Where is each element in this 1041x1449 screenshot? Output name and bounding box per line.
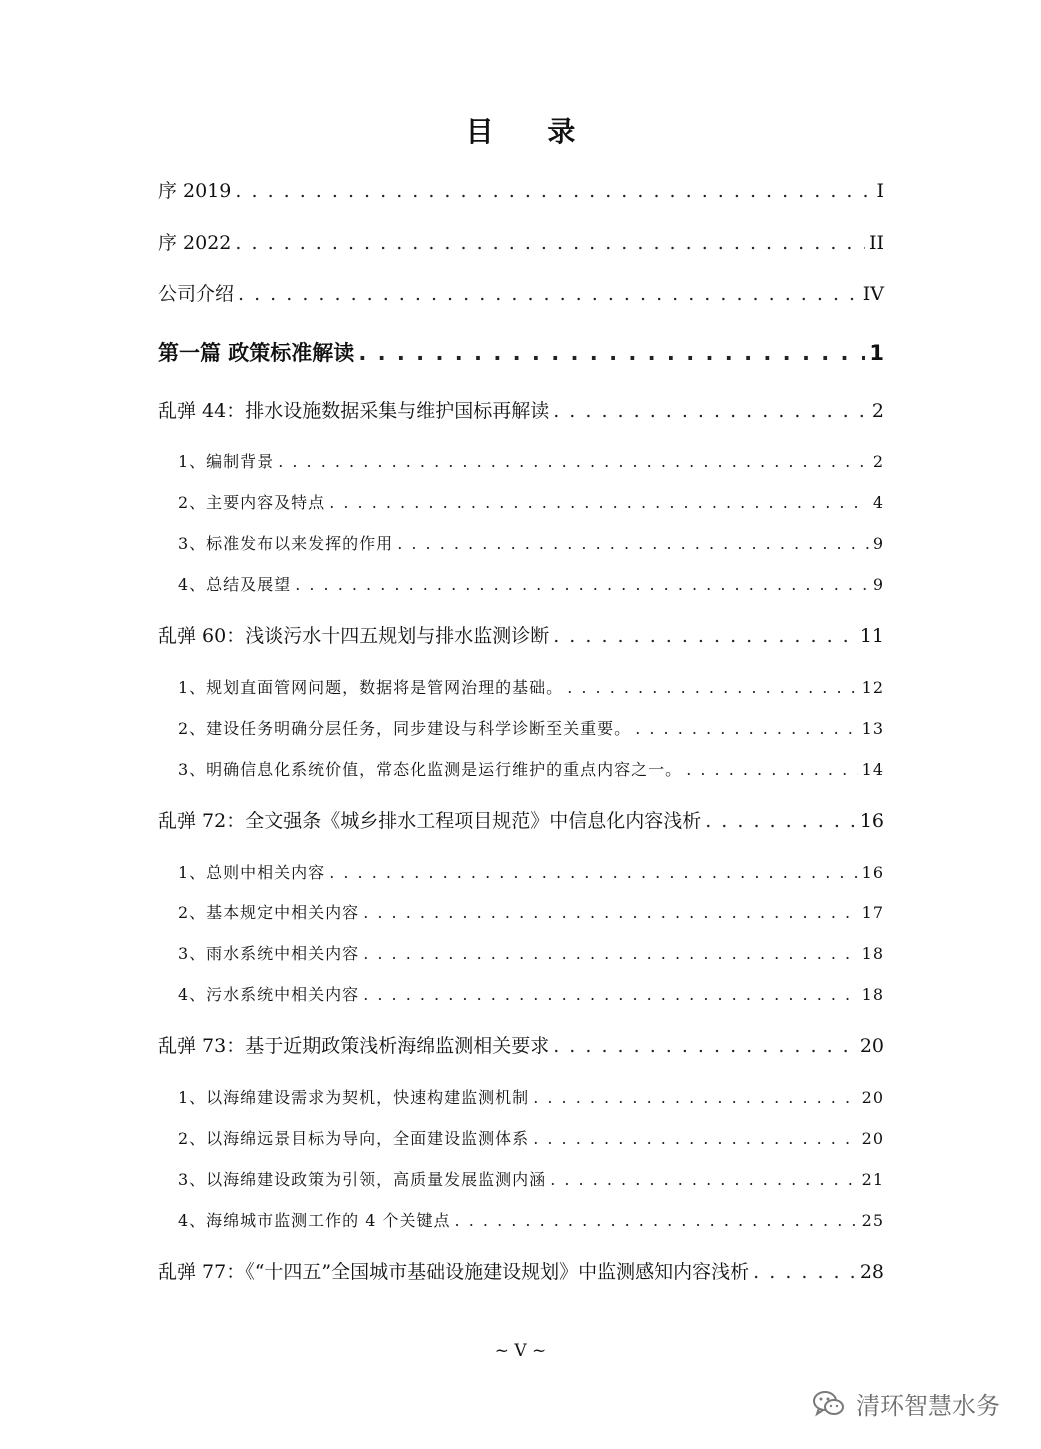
toc-entry-page: 9 bbox=[872, 534, 884, 553]
toc-entry-label: 序 2022 bbox=[158, 232, 232, 254]
toc-entry-page: IV bbox=[862, 283, 884, 305]
toc-entry-label: 2、基本规定中相关内容 bbox=[178, 903, 360, 922]
toc-entry-label: 乱弹 60：浅谈污水十四五规划与排水监测诊断 bbox=[158, 625, 550, 647]
toc-entry-page: 13 bbox=[861, 719, 884, 738]
toc-entry-label: 2、主要内容及特点 bbox=[178, 493, 326, 512]
toc-entry-label: 序 2019 bbox=[158, 180, 232, 202]
toc-sub-entry[interactable] bbox=[178, 572, 884, 595]
dot-leader bbox=[278, 452, 869, 471]
toc-sub-entry[interactable] bbox=[178, 1208, 884, 1231]
toc-entry-label: 3、以海绵建设政策为引领，高质量发展监测内涵 bbox=[178, 1170, 547, 1189]
dot-leader bbox=[329, 863, 857, 882]
toc-entry-page: 16 bbox=[861, 863, 884, 882]
dot-leader bbox=[235, 232, 865, 254]
toc-article-entry[interactable] bbox=[158, 621, 884, 648]
toc-entry-page: 17 bbox=[861, 903, 884, 922]
dot-leader bbox=[550, 1170, 857, 1189]
toc-entry-label: 4、海绵城市监测工作的 4 个关键点 bbox=[178, 1211, 451, 1230]
toc-entry-page: 18 bbox=[861, 985, 884, 1004]
toc-entry-label: 1、编制背景 bbox=[178, 452, 275, 471]
toc-sub-entry[interactable] bbox=[178, 449, 884, 472]
toc-article-entry[interactable] bbox=[158, 396, 884, 423]
dot-leader bbox=[329, 493, 869, 512]
toc-entry-label: 乱弹 72：全文强条《城乡排水工程项目规范》中信息化内容浅析 bbox=[158, 810, 702, 832]
page-number-footer: ~ V ~ bbox=[494, 1341, 547, 1361]
toc-sub-entry[interactable] bbox=[178, 1085, 884, 1108]
toc-entry-label: 4、污水系统中相关内容 bbox=[178, 985, 360, 1004]
toc-sub-entry[interactable] bbox=[178, 716, 884, 739]
toc-entry-page: 9 bbox=[872, 575, 884, 594]
dot-leader bbox=[553, 625, 856, 647]
toc-article-entry[interactable] bbox=[158, 806, 884, 833]
toc-sub-entry[interactable] bbox=[178, 531, 884, 554]
dot-leader bbox=[635, 719, 857, 738]
wechat-icon bbox=[812, 1389, 846, 1419]
toc-entry-label: 乱弹 73：基于近期政策浅析海绵监测相关要求 bbox=[158, 1035, 550, 1057]
toc-sub-entry[interactable] bbox=[178, 860, 884, 883]
dot-leader bbox=[363, 985, 857, 1004]
dot-leader bbox=[295, 575, 869, 594]
toc-entry-label: 乱弹 44：排水设施数据采集与维护国标再解读 bbox=[158, 400, 550, 422]
toc-entry[interactable] bbox=[158, 176, 884, 203]
watermark-text: 清环智慧水务 bbox=[856, 1392, 1000, 1420]
dot-leader bbox=[533, 1129, 857, 1148]
toc-entry-page: 20 bbox=[861, 1129, 884, 1148]
toc-sub-entry[interactable] bbox=[178, 900, 884, 923]
toc-sub-entry[interactable] bbox=[178, 1126, 884, 1149]
toc-entry-label: 1、规划直面管网问题，数据将是管网治理的基础。 bbox=[178, 678, 564, 697]
dot-leader bbox=[455, 1211, 858, 1230]
dot-leader bbox=[705, 810, 856, 832]
toc-article-entry[interactable] bbox=[158, 1257, 884, 1284]
toc-entry[interactable] bbox=[158, 279, 884, 306]
watermark bbox=[812, 1386, 1000, 1421]
toc-entry-label: 4、总结及展望 bbox=[178, 575, 292, 594]
toc-entry-page: 12 bbox=[861, 678, 884, 697]
toc-entry-page: 4 bbox=[872, 493, 884, 512]
dot-leader bbox=[238, 283, 859, 305]
toc-entry-label: 3、雨水系统中相关内容 bbox=[178, 944, 360, 963]
toc-sub-entry[interactable] bbox=[178, 941, 884, 964]
dot-leader bbox=[358, 341, 865, 365]
toc-entry-page: 18 bbox=[861, 944, 884, 963]
toc-entry-page: 21 bbox=[861, 1170, 884, 1189]
dot-leader bbox=[567, 678, 857, 697]
toc-entry-label: 1、以海绵建设需求为契机，快速构建监测机制 bbox=[178, 1088, 530, 1107]
toc-entry-label: 3、标准发布以来发挥的作用 bbox=[178, 534, 394, 553]
toc-article-entry[interactable] bbox=[158, 1031, 884, 1058]
dot-leader bbox=[753, 1261, 856, 1283]
toc-entry-page: 16 bbox=[859, 810, 884, 832]
toc-entry-page: 20 bbox=[859, 1035, 884, 1057]
toc-title: 目 录 bbox=[465, 115, 598, 148]
toc-entry-page: 25 bbox=[861, 1211, 884, 1230]
toc-entry-page: 11 bbox=[859, 625, 884, 647]
dot-leader bbox=[363, 944, 857, 963]
toc-entry-label: 2、以海绵远景目标为导向，全面建设监测体系 bbox=[178, 1129, 530, 1148]
toc-entry-page: 28 bbox=[859, 1261, 884, 1283]
dot-leader bbox=[397, 534, 869, 553]
toc-sub-entry[interactable] bbox=[178, 490, 884, 513]
dot-leader bbox=[553, 1035, 856, 1057]
toc-entry-label: 3、明确信息化系统价值，常态化监测是运行维护的重点内容之一。 bbox=[178, 760, 683, 779]
toc-entry-page: 20 bbox=[861, 1088, 884, 1107]
toc-entry-label: 1、总则中相关内容 bbox=[178, 863, 326, 882]
toc-entry-label: 2、建设任务明确分层任务，同步建设与科学诊断至关重要。 bbox=[178, 719, 632, 738]
dot-leader bbox=[553, 400, 868, 422]
toc-sub-entry[interactable] bbox=[178, 982, 884, 1005]
toc-sub-entry[interactable] bbox=[178, 1167, 884, 1190]
toc-sub-entry[interactable] bbox=[178, 675, 884, 698]
dot-leader bbox=[686, 760, 857, 779]
toc-entry-page: II bbox=[868, 232, 884, 254]
toc-entry-label: 公司介绍 bbox=[158, 283, 235, 305]
toc-part-heading[interactable] bbox=[158, 337, 884, 367]
dot-leader bbox=[533, 1088, 857, 1107]
dot-leader bbox=[235, 180, 872, 202]
toc-entry[interactable] bbox=[158, 228, 884, 255]
toc-entry-page: I bbox=[876, 180, 884, 202]
toc-sub-entry[interactable] bbox=[178, 757, 884, 780]
toc-entry-page: 2 bbox=[871, 400, 884, 422]
toc-entry-page: 14 bbox=[861, 760, 884, 779]
toc-entry-page: 2 bbox=[872, 452, 884, 471]
toc-entry-label: 乱弹 77：《“十四五”全国城市基础设施建设规划》中监测感知内容浅析 bbox=[158, 1261, 750, 1283]
toc-entry-label: 第一篇 政策标准解读 bbox=[158, 341, 355, 365]
dot-leader bbox=[363, 903, 857, 922]
toc-entry-page: 1 bbox=[869, 341, 884, 365]
